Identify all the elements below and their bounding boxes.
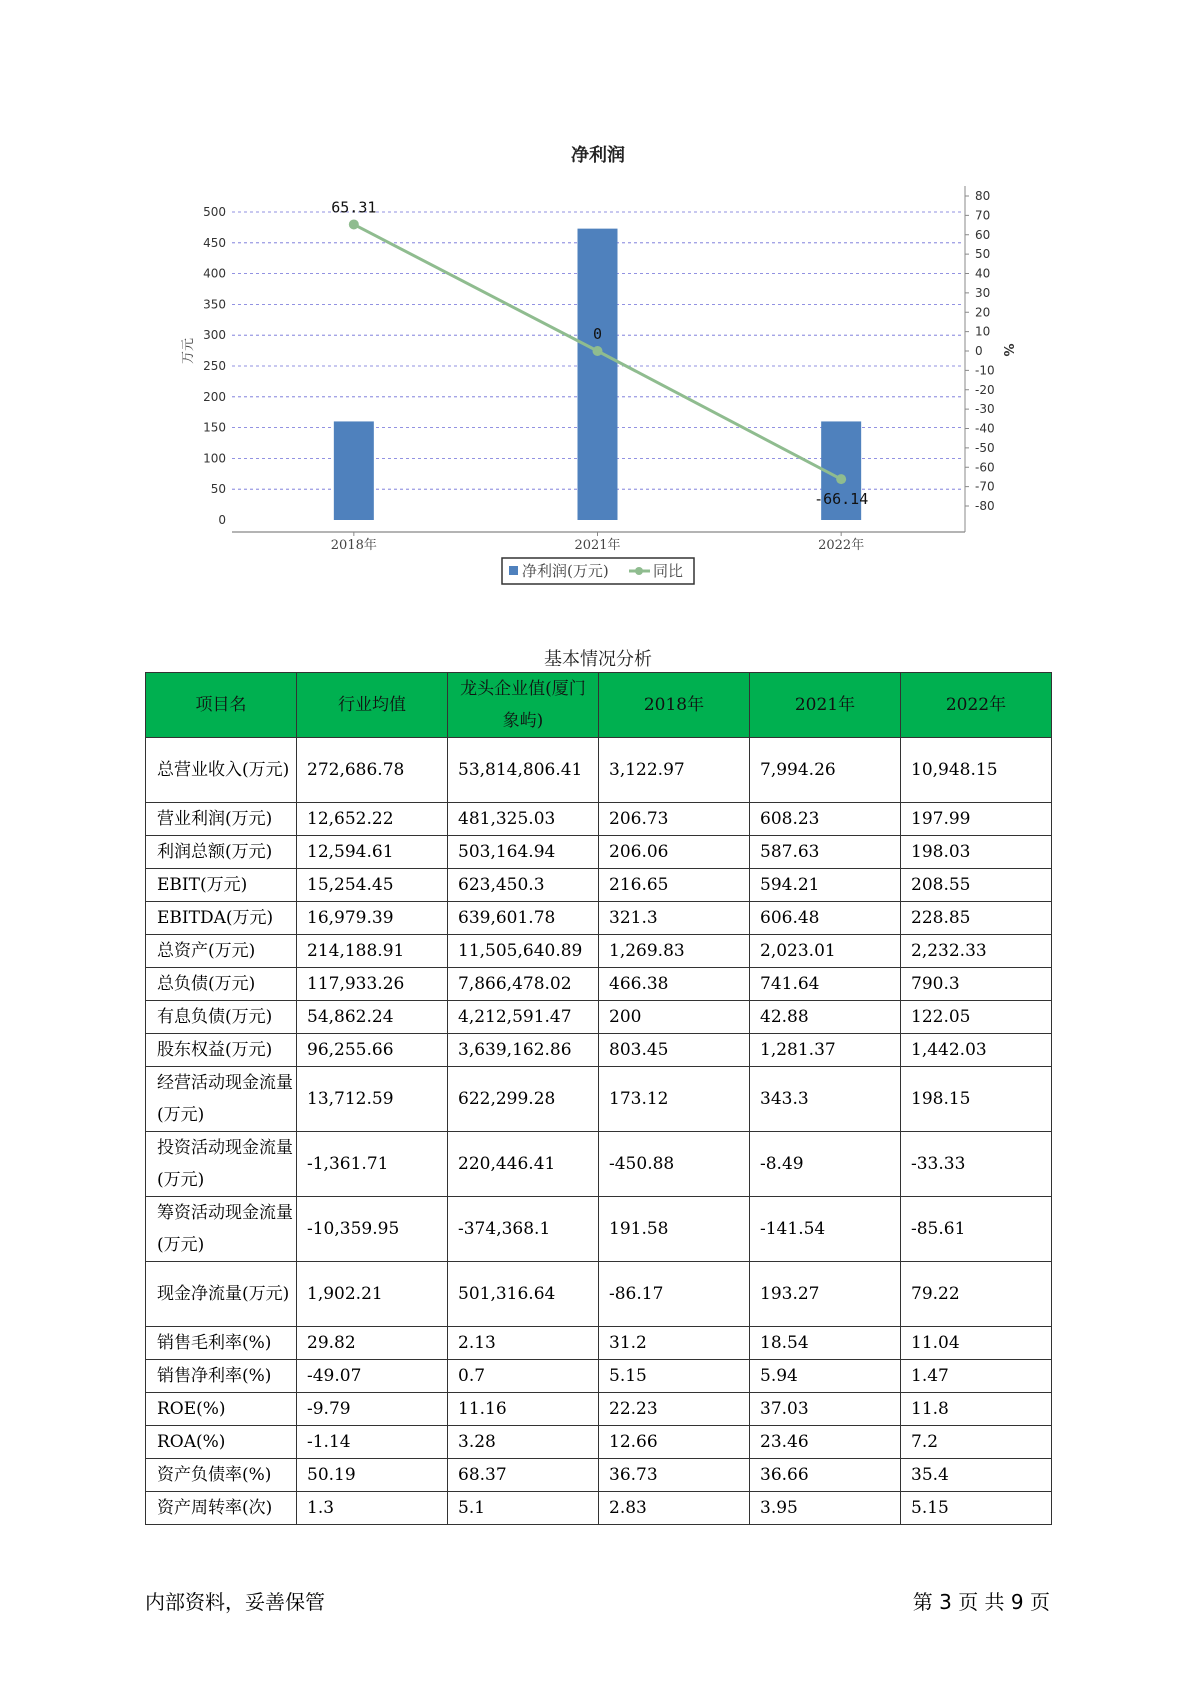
row-value: 35.4 — [901, 1459, 1052, 1492]
row-value: -33.33 — [901, 1132, 1052, 1197]
row-value: 13,712.59 — [297, 1067, 448, 1132]
row-label: ROA(%) — [146, 1426, 297, 1459]
y-tick-label: 150 — [203, 420, 226, 435]
row-value: 53,814,806.41 — [448, 738, 599, 803]
chart-legend — [502, 558, 694, 584]
table-row — [146, 902, 1052, 935]
row-value: 7,994.26 — [750, 738, 901, 803]
header-industry-avg: 行业均值 — [297, 673, 448, 738]
legend-bar-swatch — [509, 566, 518, 575]
row-value: 1,442.03 — [901, 1034, 1052, 1067]
row-value: 96,255.66 — [297, 1034, 448, 1067]
row-value: 197.99 — [901, 803, 1052, 836]
row-label: 股东权益(万元) — [146, 1034, 297, 1067]
row-value: 11.04 — [901, 1327, 1052, 1360]
row-value: 36.66 — [750, 1459, 901, 1492]
row-value: 23.46 — [750, 1426, 901, 1459]
row-value: 623,450.3 — [448, 869, 599, 902]
table-row — [146, 1067, 1052, 1132]
row-value: 2,232.33 — [901, 935, 1052, 968]
y2-tick-label: 0 — [975, 344, 983, 358]
header-2018: 2018年 — [599, 673, 750, 738]
row-value: 343.3 — [750, 1067, 901, 1132]
chart-y-axis-left — [203, 205, 226, 527]
row-value: 50.19 — [297, 1459, 448, 1492]
x-tick-label: 2021年 — [574, 538, 621, 553]
y2-tick-label: 10 — [975, 324, 991, 339]
line-data-label: -66.14 — [814, 490, 869, 509]
row-value: 12.66 — [599, 1426, 750, 1459]
row-value: 5.1 — [448, 1492, 599, 1525]
row-value: 481,325.03 — [448, 803, 599, 836]
row-value: 200 — [599, 1001, 750, 1034]
row-value: 7.2 — [901, 1426, 1052, 1459]
row-value: 68.37 — [448, 1459, 599, 1492]
row-label: 营业利润(万元) — [146, 803, 297, 836]
row-value: 228.85 — [901, 902, 1052, 935]
y2-tick-label: -80 — [975, 499, 995, 513]
row-value: 10,948.15 — [901, 738, 1052, 803]
row-value: 117,933.26 — [297, 968, 448, 1001]
header-2022: 2022年 — [901, 673, 1052, 738]
y-tick-label: 500 — [203, 205, 226, 219]
y2-tick-label: -70 — [975, 479, 995, 494]
row-value: 790.3 — [901, 968, 1052, 1001]
y-tick-label: 300 — [203, 328, 226, 343]
line-data-label: 65.31 — [331, 198, 377, 217]
row-label: 利润总额(万元) — [146, 836, 297, 869]
row-value: 1,269.83 — [599, 935, 750, 968]
y-tick-label: 350 — [203, 297, 226, 312]
table-header-row — [146, 673, 1052, 738]
row-value: -450.88 — [599, 1132, 750, 1197]
legend-line-marker — [635, 567, 643, 575]
row-value: 7,866,478.02 — [448, 968, 599, 1001]
net-profit-chart — [0, 0, 1191, 600]
y2-tick-label: 50 — [975, 247, 991, 262]
table-row — [146, 738, 1052, 803]
row-value: 208.55 — [901, 869, 1052, 902]
y-tick-label: 400 — [203, 266, 226, 281]
table-row — [146, 869, 1052, 902]
table-row — [146, 1132, 1052, 1197]
row-value: 2,023.01 — [750, 935, 901, 968]
row-value: 206.06 — [599, 836, 750, 869]
row-label: ROE(%) — [146, 1393, 297, 1426]
row-value: 193.27 — [750, 1262, 901, 1327]
row-label: 销售净利率(%) — [146, 1360, 297, 1393]
row-value: 11.8 — [901, 1393, 1052, 1426]
line-point — [836, 474, 846, 484]
y-tick-label: 450 — [203, 235, 226, 250]
row-label: 资产负债率(%) — [146, 1459, 297, 1492]
chart-title: 净利润 — [571, 145, 625, 166]
table-row — [146, 1426, 1052, 1459]
row-value: 12,652.22 — [297, 803, 448, 836]
row-value: 3.28 — [448, 1426, 599, 1459]
row-value: 12,594.61 — [297, 836, 448, 869]
header-2021: 2021年 — [750, 673, 901, 738]
table-row — [146, 836, 1052, 869]
line-data-label: 0 — [592, 325, 603, 343]
row-label: 总负债(万元) — [146, 968, 297, 1001]
y2-tick-label: -40 — [975, 421, 995, 436]
legend-bar-label: 净利润(万元) — [522, 562, 609, 580]
row-value: 272,686.78 — [297, 738, 448, 803]
row-value: 216.65 — [599, 869, 750, 902]
table-row — [146, 1034, 1052, 1067]
y-tick-label: 100 — [203, 451, 226, 466]
row-label: 总营业收入(万元) — [146, 738, 297, 803]
row-value: 54,862.24 — [297, 1001, 448, 1034]
row-value: 3,122.97 — [599, 738, 750, 803]
row-value: 79.22 — [901, 1262, 1052, 1327]
line-point — [593, 346, 603, 356]
row-value: -49.07 — [297, 1360, 448, 1393]
chart-x-axis — [232, 532, 965, 553]
row-value: 37.03 — [750, 1393, 901, 1426]
row-value: 173.12 — [599, 1067, 750, 1132]
table-row — [146, 935, 1052, 968]
y2-tick-label: -30 — [975, 402, 995, 417]
table-row — [146, 1393, 1052, 1426]
row-value: 198.15 — [901, 1067, 1052, 1132]
row-value: -1,361.71 — [297, 1132, 448, 1197]
row-label: 现金净流量(万元) — [146, 1262, 297, 1327]
y2-tick-label: 20 — [975, 305, 991, 320]
row-value: 1,281.37 — [750, 1034, 901, 1067]
header-item-name: 项目名 — [146, 673, 297, 738]
legend-line-label: 同比 — [653, 562, 684, 580]
y-tick-label: 50 — [210, 482, 226, 497]
y-tick-label: 250 — [203, 359, 226, 373]
y2-tick-label: 80 — [975, 189, 991, 203]
row-label: 投资活动现金流量(万元) — [146, 1132, 297, 1197]
table-row — [146, 1262, 1052, 1327]
row-value: 803.45 — [599, 1034, 750, 1067]
row-label: 有息负债(万元) — [146, 1001, 297, 1034]
row-value: 191.58 — [599, 1197, 750, 1262]
row-label: 销售毛利率(%) — [146, 1327, 297, 1360]
row-value: 5.15 — [599, 1360, 750, 1393]
table-row — [146, 1360, 1052, 1393]
row-value: 2.13 — [448, 1327, 599, 1360]
table-row — [146, 803, 1052, 836]
row-value: 4,212,591.47 — [448, 1001, 599, 1034]
chart-y2label: % — [1000, 343, 1015, 357]
row-value: -141.54 — [750, 1197, 901, 1262]
row-value: 3.95 — [750, 1492, 901, 1525]
row-value: 206.73 — [599, 803, 750, 836]
bar — [334, 421, 374, 520]
row-value: 198.03 — [901, 836, 1052, 869]
y2-tick-label: 60 — [975, 227, 991, 242]
row-value: 5.15 — [901, 1492, 1052, 1525]
row-label: EBITDA(万元) — [146, 902, 297, 935]
row-label: EBIT(万元) — [146, 869, 297, 902]
row-value: 606.48 — [750, 902, 901, 935]
table-title: 基本情况分析 — [544, 649, 652, 670]
row-value: 5.94 — [750, 1360, 901, 1393]
row-label: 总资产(万元) — [146, 935, 297, 968]
row-value: 321.3 — [599, 902, 750, 935]
table-row — [146, 1459, 1052, 1492]
line-point — [349, 219, 359, 229]
row-value: 16,979.39 — [297, 902, 448, 935]
row-value: 466.38 — [599, 968, 750, 1001]
row-value: -10,359.95 — [297, 1197, 448, 1262]
y2-tick-label: -20 — [975, 382, 995, 397]
row-value: 741.64 — [750, 968, 901, 1001]
row-value: 503,164.94 — [448, 836, 599, 869]
row-value: 11,505,640.89 — [448, 935, 599, 968]
row-value: 0.7 — [448, 1360, 599, 1393]
y-tick-label: 0 — [218, 513, 226, 527]
row-label: 筹资活动现金流量(万元) — [146, 1197, 297, 1262]
y2-tick-label: -60 — [975, 460, 995, 475]
footer-confidential: 内部资料，妥善保管 — [145, 1590, 325, 1614]
row-value: 42.88 — [750, 1001, 901, 1034]
table-body — [146, 738, 1052, 1525]
row-label: 经营活动现金流量(万元) — [146, 1067, 297, 1132]
row-value: 587.63 — [750, 836, 901, 869]
table-row — [146, 1197, 1052, 1262]
row-value: 608.23 — [750, 803, 901, 836]
chart-y-axis-right — [965, 186, 995, 532]
bar — [578, 229, 618, 520]
chart-bars — [334, 229, 861, 520]
row-value: -8.49 — [750, 1132, 901, 1197]
y2-tick-label: 40 — [975, 266, 991, 281]
row-value: -86.17 — [599, 1262, 750, 1327]
row-value: 22.23 — [599, 1393, 750, 1426]
row-value: 594.21 — [750, 869, 901, 902]
y2-tick-label: -50 — [975, 440, 995, 455]
row-value: 122.05 — [901, 1001, 1052, 1034]
row-value: 214,188.91 — [297, 935, 448, 968]
row-value: 1.47 — [901, 1360, 1052, 1393]
x-tick-label: 2022年 — [818, 538, 865, 553]
row-label: 资产周转率(次) — [146, 1492, 297, 1525]
x-tick-label: 2018年 — [330, 538, 377, 553]
table-row — [146, 1327, 1052, 1360]
chart-ylabel: 万元 — [181, 337, 196, 365]
row-value: 15,254.45 — [297, 869, 448, 902]
row-value: 1.3 — [297, 1492, 448, 1525]
row-value: -9.79 — [297, 1393, 448, 1426]
y-tick-label: 200 — [203, 389, 226, 404]
row-value: -374,368.1 — [448, 1197, 599, 1262]
row-value: 220,446.41 — [448, 1132, 599, 1197]
row-value: 31.2 — [599, 1327, 750, 1360]
row-value: 2.83 — [599, 1492, 750, 1525]
row-value: 639,601.78 — [448, 902, 599, 935]
row-value: 3,639,162.86 — [448, 1034, 599, 1067]
row-value: -85.61 — [901, 1197, 1052, 1262]
footer-page-number: 第 3 页 共 9 页 — [912, 1590, 1050, 1614]
row-value: 18.54 — [750, 1327, 901, 1360]
y2-tick-label: -10 — [975, 363, 995, 378]
basic-analysis-table — [145, 672, 1052, 1525]
table-row — [146, 1001, 1052, 1034]
header-leader-value: 龙头企业值(厦门象屿) — [448, 673, 599, 738]
table-row — [146, 968, 1052, 1001]
y2-tick-label: 70 — [975, 208, 991, 223]
row-value: 36.73 — [599, 1459, 750, 1492]
row-value: 622,299.28 — [448, 1067, 599, 1132]
row-value: 1,902.21 — [297, 1262, 448, 1327]
row-value: 501,316.64 — [448, 1262, 599, 1327]
table-row — [146, 1492, 1052, 1525]
row-value: 11.16 — [448, 1393, 599, 1426]
row-value: -1.14 — [297, 1426, 448, 1459]
row-value: 29.82 — [297, 1327, 448, 1360]
y2-tick-label: 30 — [975, 285, 991, 300]
